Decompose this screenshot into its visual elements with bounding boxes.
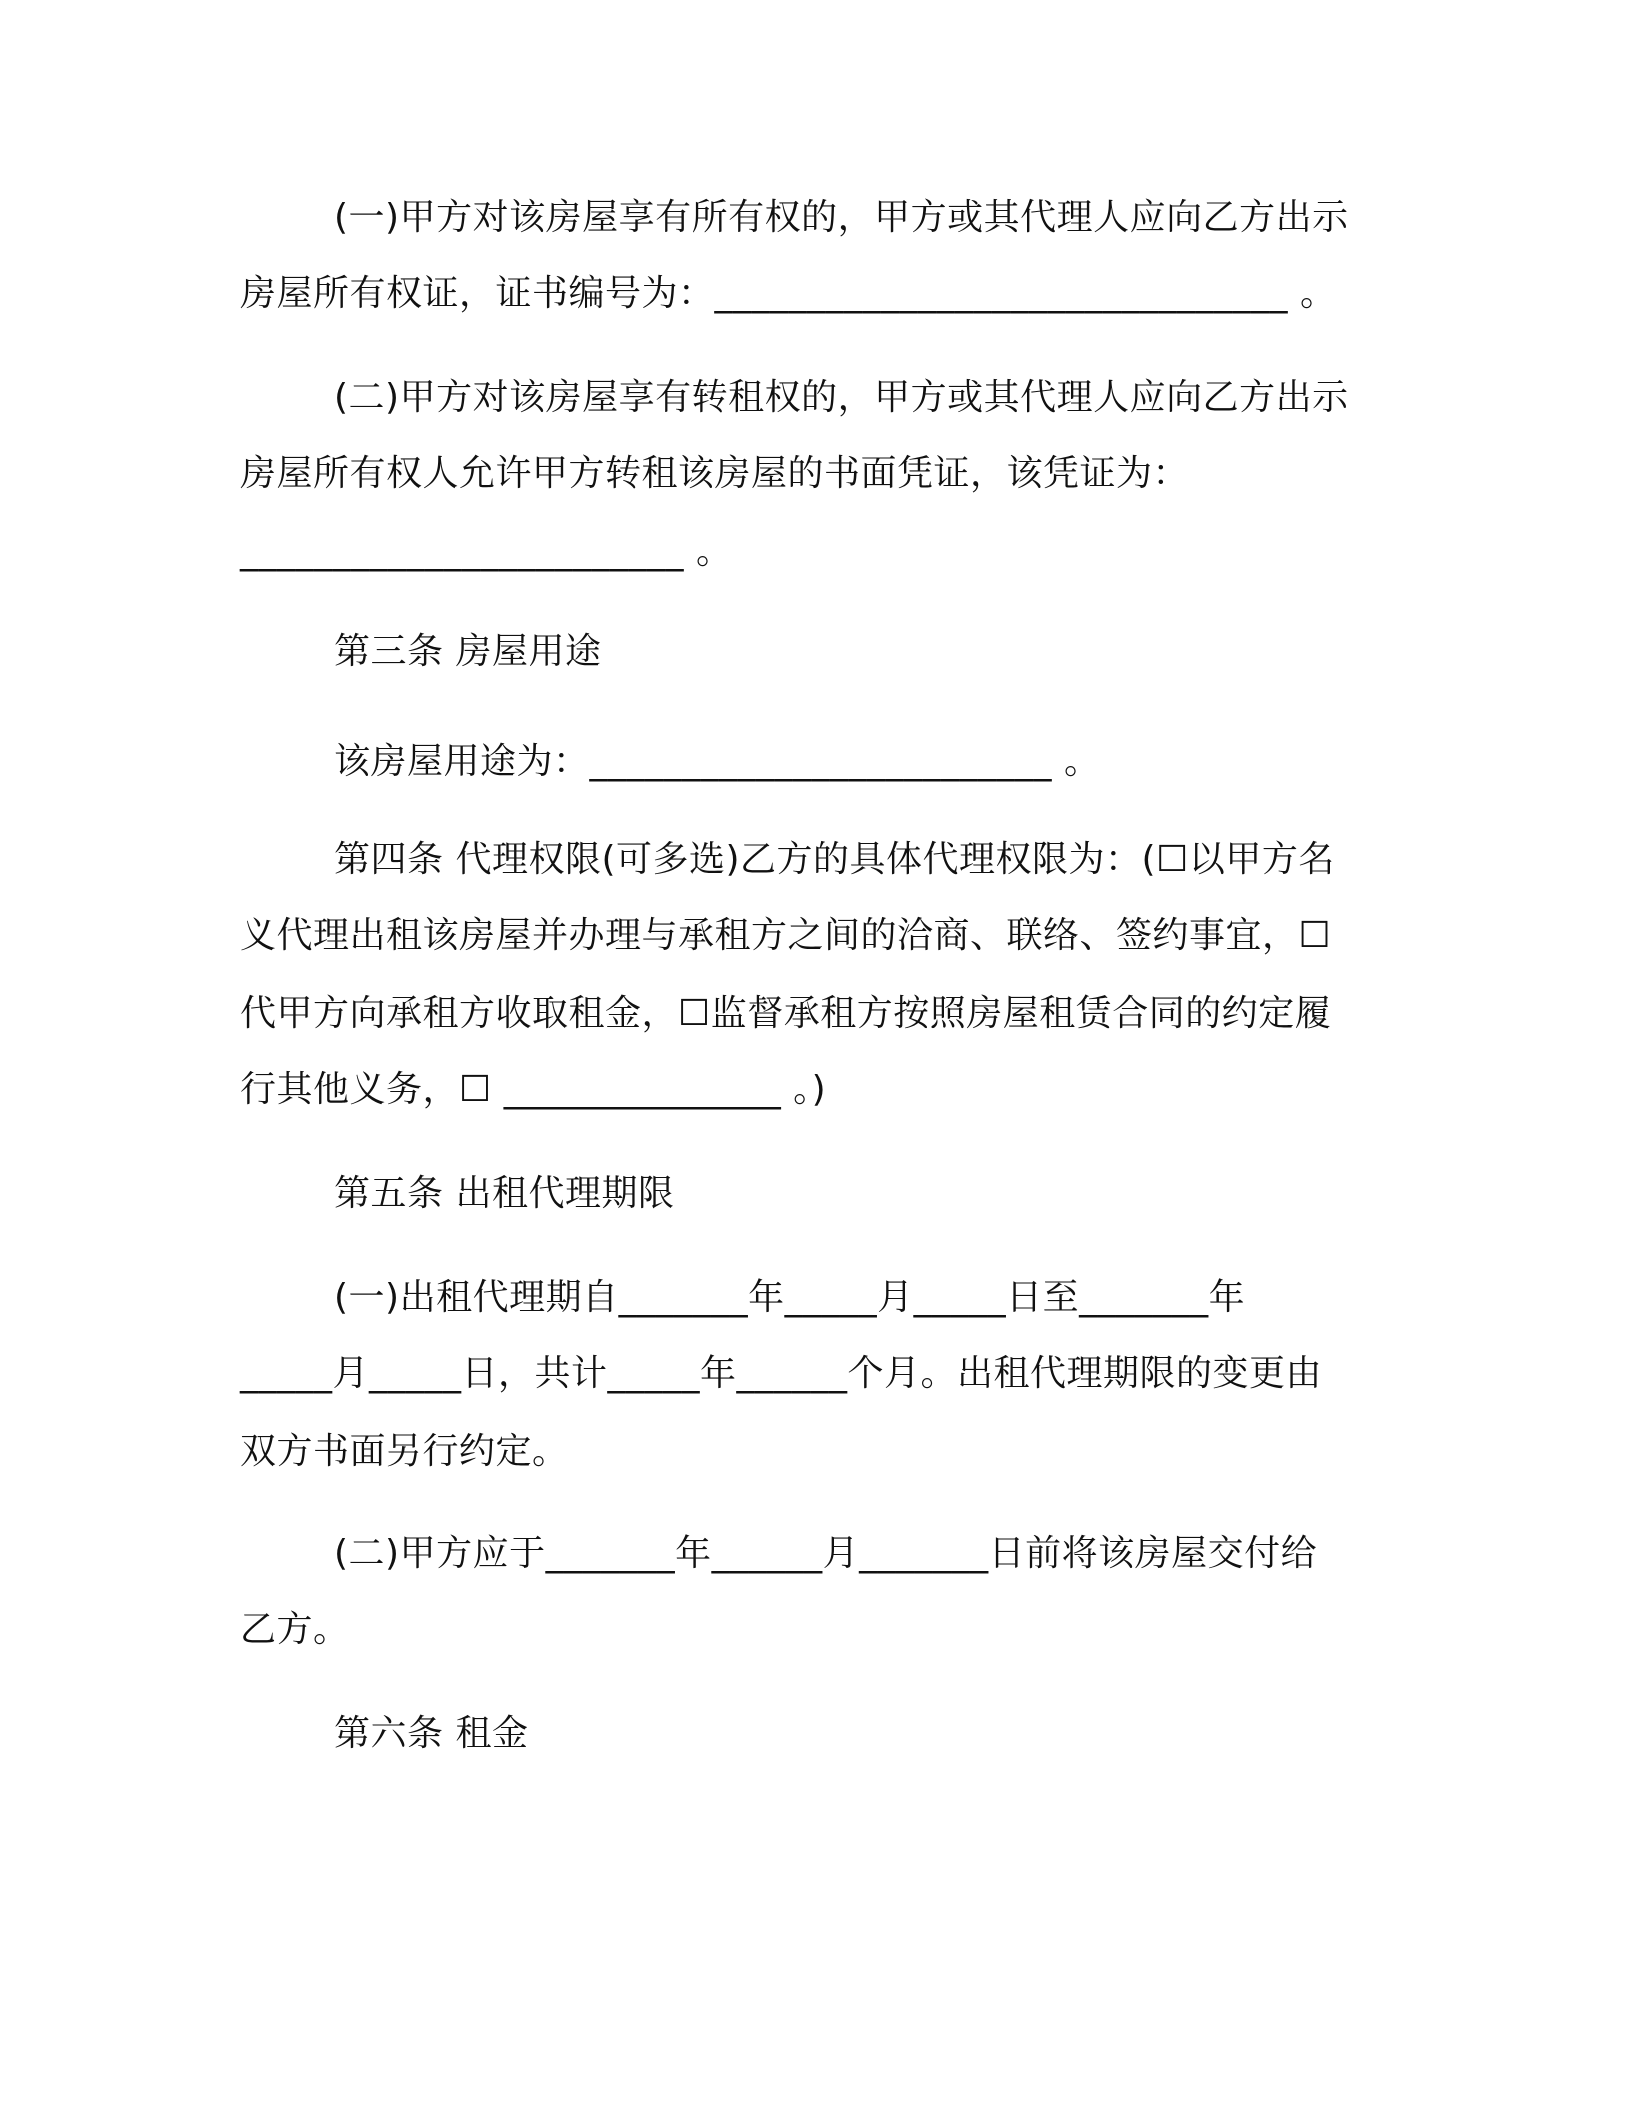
clause-2-item-2-line-1: (二)甲方对该房屋享有转租权的，甲方或其代理人应向乙方出示 bbox=[334, 377, 1349, 418]
clause-2-item-1-line-2: 房屋所有权证，证书编号为：_______________________________ 。 bbox=[240, 273, 1337, 314]
clause-4-line-1: 第四条 代理权限(可多选)乙方的具体代理权限为：(☐以甲方名 bbox=[334, 839, 1335, 880]
clause-2-item-2-line-3: ________________________ 。 bbox=[240, 531, 733, 572]
clause-5-item-1-line-2: _____月_____日，共计_____年______个月。出租代理期限的变更由 bbox=[240, 1353, 1323, 1394]
clause-4-line-3: 代甲方向承租方收取租金，☐监督承租方按照房屋租赁合同的约定履 bbox=[240, 993, 1332, 1034]
clause-4-line-2: 义代理出租该房屋并办理与承租方之间的洽商、联络、签约事宜，☐ bbox=[240, 915, 1332, 956]
clause-6-heading: 第六条 租金 bbox=[334, 1713, 529, 1754]
clause-5-item-1-line-3: 双方书面另行约定。 bbox=[240, 1431, 569, 1472]
clause-5-item-2-line-2: 乙方。 bbox=[240, 1609, 350, 1650]
clause-4-line-4: 行其他义务，☐ _______________ 。) bbox=[240, 1069, 827, 1110]
clause-5-heading: 第五条 出租代理期限 bbox=[334, 1173, 675, 1214]
clause-2-item-1-line-1: (一)甲方对该房屋享有所有权的，甲方或其代理人应向乙方出示 bbox=[334, 197, 1349, 238]
clause-3-heading: 第三条 房屋用途 bbox=[334, 631, 602, 672]
clause-2-item-2-line-2: 房屋所有权人允许甲方转租该房屋的书面凭证，该凭证为： bbox=[240, 453, 1190, 494]
clause-3-content: 该房屋用途为：_________________________ 。 bbox=[334, 741, 1101, 782]
clause-5-item-2-line-1: (二)甲方应于_______年______月_______日前将该房屋交付给 bbox=[334, 1533, 1318, 1574]
clause-5-item-1-line-1: (一)出租代理期自_______年_____月_____日至_______年 bbox=[334, 1277, 1246, 1318]
